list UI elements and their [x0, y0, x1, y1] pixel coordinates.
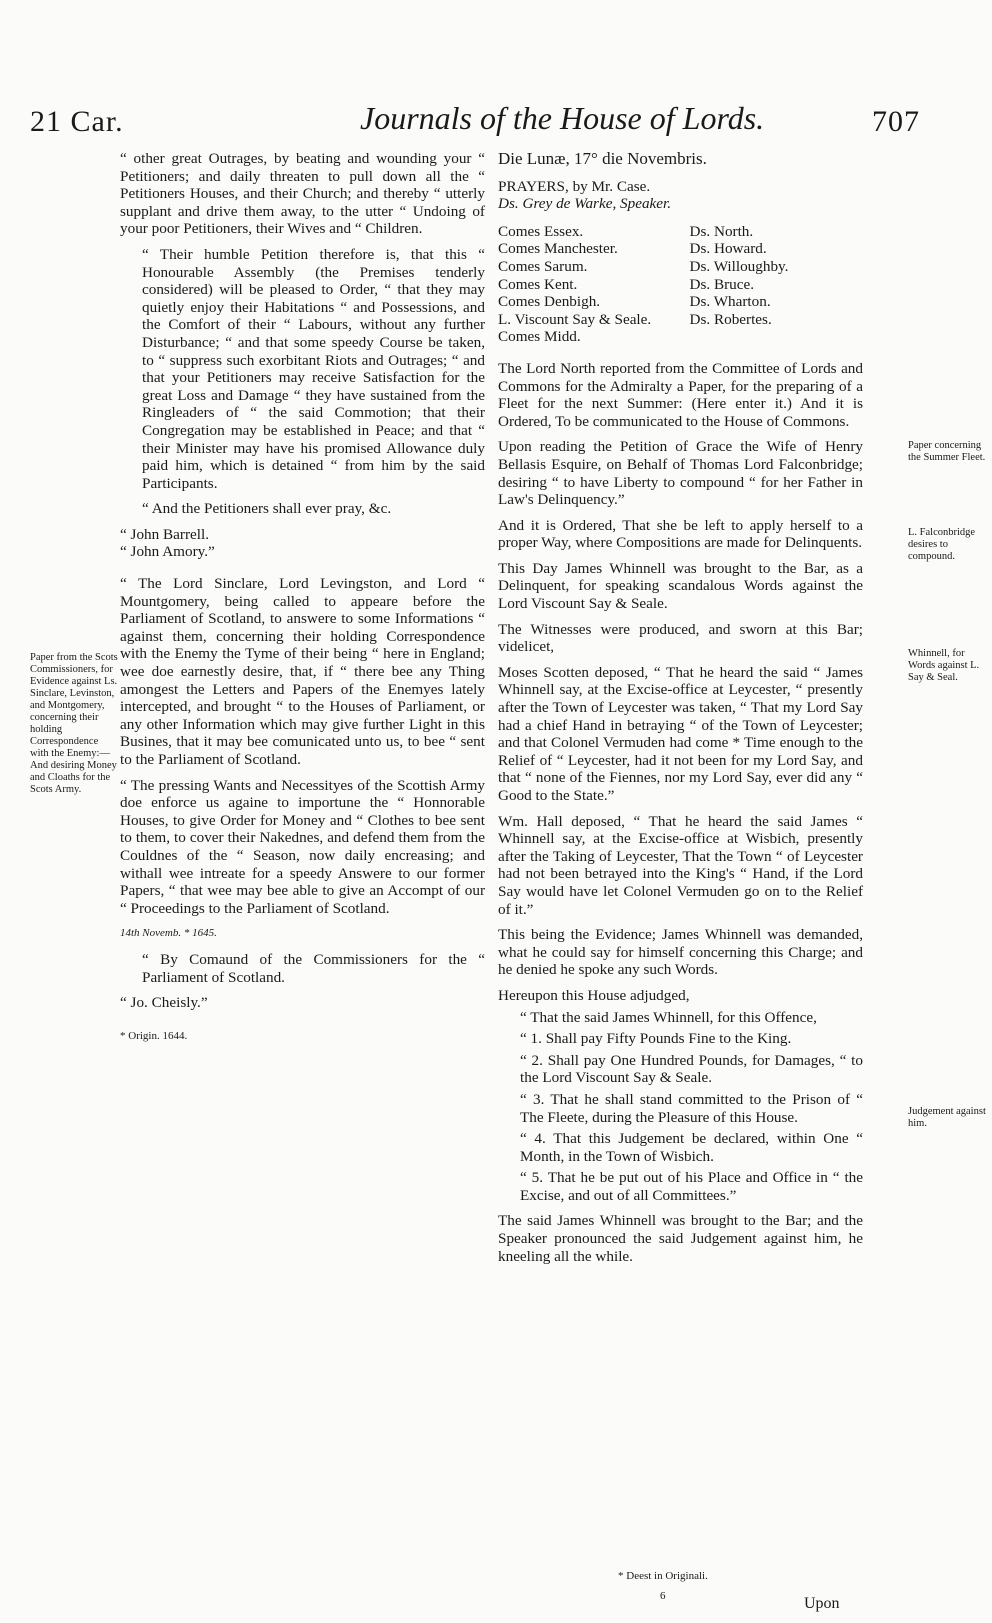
date-heading: Die Lunæ, 17° die Novembris. — [498, 149, 707, 168]
signatory-1: “ John Barrell. — [120, 525, 209, 543]
para: “ 2. Shall pay One Hundred Pounds, for Damages, “ to the Lord Viscount Say & Seale. — [520, 1051, 863, 1087]
para: Moses Scotten deposed, “ That he heard the said “ James Whinnell say, at the Excise-office at Leycester, “ presently after the Town of Leycester was taken, “ That my Lord Say had a chief Hand in betraying “ of the Town of Leycester; and that Colonel Vermuden had come * Time enough to the Relief of “ Leycester, had it not been for my Lord Say, and that “ none of the Fiennes, nor my Lord Say, ever did any “ Good to the State.” — [498, 663, 863, 804]
attendee: Ds. Bruce. — [689, 275, 755, 293]
attendance-right — [690, 223, 864, 346]
para: This being the Evidence; James Whinnell was demanded, what he could say for himself concerning this Charge; and he denied he spoke any such Words. — [498, 926, 863, 979]
attendee: Ds. Howard. — [689, 240, 767, 258]
signature-mark: 6 — [660, 1590, 666, 1602]
attendee: Comes Denbigh. — [498, 293, 601, 311]
attendee: Ds. Robertes. — [689, 310, 772, 328]
para: Wm. Hall deposed, “ That he heard the said James “ Whinnell say, at the Excise-office at Wisbich, presently after the Taking of Leycester, That the Town “ of Leycester had not been betrayed into the King's “ Hand, if the Lord Say would have let Colonel Vermuden go on to the Relief of it.” — [498, 812, 863, 918]
attendee: Ds. Willoughby. — [689, 257, 789, 275]
margin-note-whinnell: Whinnell, for Words against L. Say & Seal. — [908, 648, 980, 683]
footnote-origin: * Origin. 1644. — [120, 1029, 188, 1042]
attendee: Comes Kent. — [498, 275, 578, 293]
scots-paper-date: 14th Novemb. * 1645. — [120, 927, 217, 940]
margin-note-falconbridge: L. Falconbridge desires to compound. — [908, 527, 976, 562]
para: “ 5. That he be put out of his Place and Office in “ the Excise, and out of all Committees.” — [520, 1169, 863, 1204]
attendee: Comes Midd. — [498, 328, 581, 346]
attendee: Comes Essex. — [498, 222, 584, 240]
para: The said James Whinnell was brought to the Bar; and the Speaker pronounced the said Judgement against him, he kneeling all the while. — [498, 1212, 863, 1265]
para: “ 3. That he shall stand committed to the Prison of “ The Fleete, during the Pleasure of this House. — [520, 1090, 863, 1126]
margin-note-judgement: Judgement against him. — [908, 1106, 986, 1129]
footnote: * Deest in Originali. — [618, 1570, 708, 1582]
para: “ 1. Shall pay Fifty Pounds Fine to the King. — [520, 1030, 792, 1048]
margin-note-scots-paper: Paper from the Scots Commissioners, for Evidence against Ls. Sinclare, Levinston, and Montgomery, concerning their holding Correspondence with the Enemy:—And desiring Money and Cloaths for the Scots Army. — [30, 652, 118, 795]
margin-note-summer-fleet: Paper concerning the Summer Fleet. — [908, 440, 986, 463]
attendee: Ds. North. — [689, 222, 754, 240]
scots-paper-command: “ By Comaund of the Commissioners for the “ Parliament of Scotland. — [142, 950, 485, 986]
attendee: Comes Sarum. — [498, 257, 588, 275]
scots-paper-1: “ The Lord Sinclare, Lord Levingston, and Lord “ Mountgomery, being called to appeare before the Parliament of Scotland, to answere to some Informations “ against them, concerning their holding Correspondence with the Enemy the Tyme of their being “ here in England; wee doe earnestly desire, that, if “ there bee any Thing amongest the Letters and Papers of the Enemyes lately intercepted, and brought “ to the Houses of Parliament, or any other Information which may give further Light in this Busines, that it may bee comunicated unto us, to bee “ sent to the Parliament of Scotland. — [120, 575, 485, 768]
para: The Witnesses were produced, and sworn at this Bar; videlicet, — [498, 620, 863, 656]
petition-text: “ other great Outrages, by beating and wounding your “ Petitioners; and daily threaten to pull down all the “ Petitioners Houses, and their Church; and thereby “ utterly supplant and drive them away, to the utter “ Undoing of your poor Petitioners, their Wives and “ Children. — [120, 150, 485, 238]
scots-paper-2: “ The pressing Wants and Necessityes of the Scottish Army doe enforce us againe to importune the “ Honnorable Houses, to give Order for Money and “ Clothes to bee sent to them, to cover their Nakednes, and defend them from the Couldnes of the “ Season, now daily encreasing; and withall wee intreate for a speedy Answere to our former Papers, “ that wee may bee able to give an Accompt of our “ Proceedings to the Parliament of Scotland. — [120, 776, 485, 917]
para: Upon reading the Petition of Grace the Wife of Henry Bellasis Esquire, on Behalf of Thomas Lord Falconbridge; desiring “ to have Liberty to compound “ for her Father in Law's Delinquency.” — [498, 438, 863, 509]
para: “ That the said James Whinnell, for this Offence, — [520, 1008, 817, 1026]
para: “ 4. That this Judgement be declared, within One “ Month, in the Town of Wisbich. — [520, 1130, 863, 1165]
scots-paper-signature: “ Jo. Cheisly.” — [120, 994, 208, 1012]
running-head-left: 21 Car. — [30, 105, 124, 138]
para: This Day James Whinnell was brought to the Bar, as a Delinquent, for speaking scandalous Words against the Lord Viscount Say & Seale. — [498, 559, 863, 613]
attendance-left — [498, 223, 672, 346]
right-column — [498, 150, 863, 1273]
petition-closing: “ And the Petitioners shall ever pray, &c. — [142, 500, 392, 518]
para: And it is Ordered, That she be left to apply herself to a proper Way, where Compositions are made for Delinquents. — [498, 516, 863, 552]
speaker-line: Ds. Grey de Warke, Speaker. — [498, 195, 672, 213]
signatory-2: “ John Amory.” — [120, 543, 215, 561]
attendee: L. Viscount Say & Seale. — [498, 310, 652, 328]
para: The Lord North reported from the Committee of Lords and Commons for the Admiralty a Paper, for the preparing of a Fleet for the next Summer: (Here enter it.) And it is Ordered, To be communicated to the House of Commons. — [498, 359, 863, 430]
prayers-line: PRAYERS, by Mr. Case. — [498, 177, 651, 195]
petition-prayer: “ Their humble Petition therefore is, that this “ Honourable Assembly (the Premises tenderly considered) will be pleased to Order, “ that they may quietly enjoy their Habitations “ and Possessions, and the Comfort of their “ Labours, without any further Disturbance; “ and that some speedy Course be taken, to “ suppress such exorbitant Riots and Outrages; “ and that your Petitioners may receive Satisfaction for the great Loss and Damage “ they have sustained from the Ringleaders of “ the said Commotion; that their Congregation may be established in Peace; and that “ their Minister may have his promised Allowance duly paid him, which is detained “ from him by the said Participants. — [142, 245, 485, 492]
catchword: Upon — [804, 1595, 840, 1612]
running-head-title: Journals of the House of Lords. — [360, 100, 765, 136]
attendee: Ds. Wharton. — [689, 293, 771, 311]
left-column — [120, 150, 485, 1053]
page-number: 707 — [872, 105, 920, 138]
attendance-list — [498, 223, 863, 346]
attendee: Comes Manchester. — [498, 240, 618, 258]
para: Hereupon this House adjudged, — [498, 986, 690, 1004]
